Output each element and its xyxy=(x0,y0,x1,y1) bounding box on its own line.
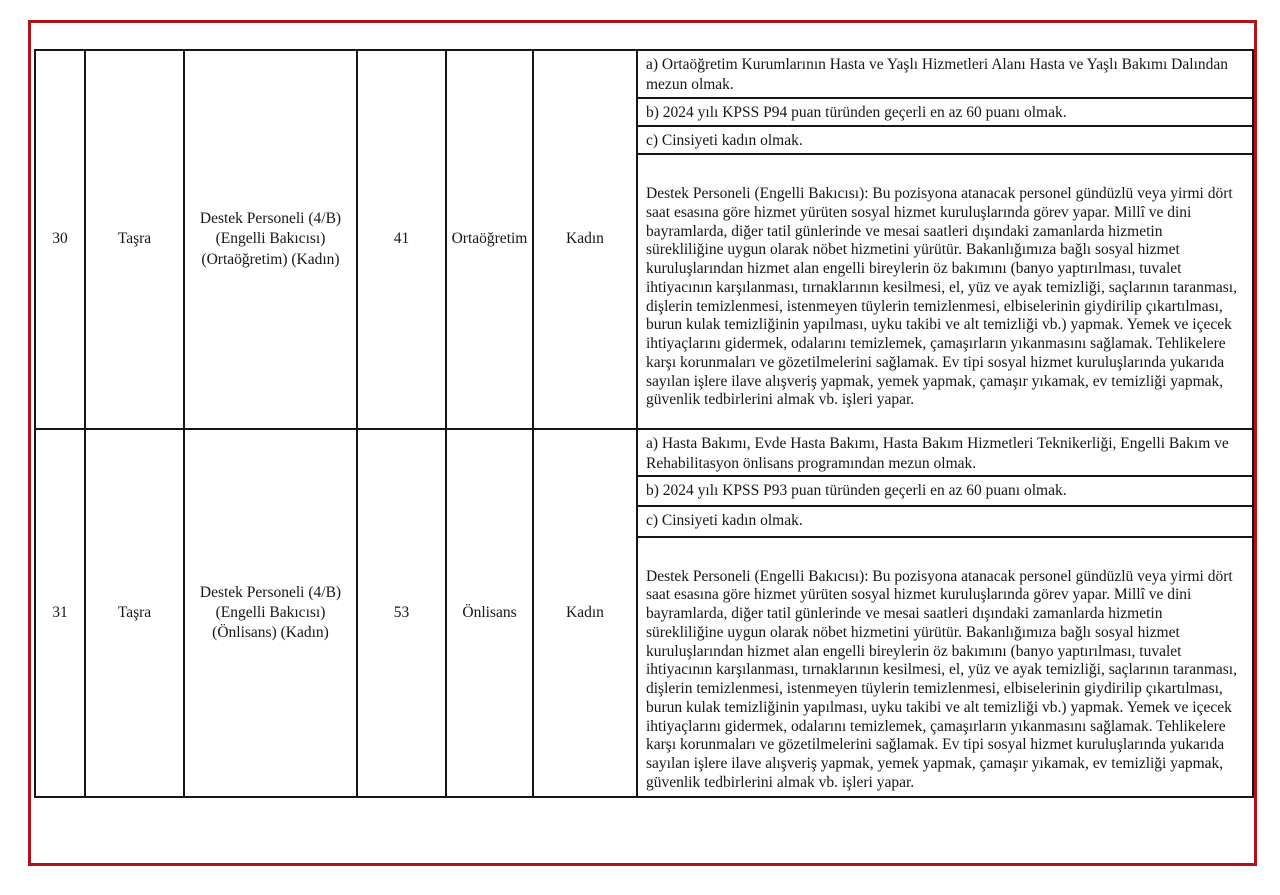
location-value: Taşra xyxy=(117,230,152,248)
vacancy-count-cell xyxy=(358,51,447,428)
row-number-cell xyxy=(36,51,86,428)
requirements-cell xyxy=(638,430,1252,796)
gender-value: Kadın xyxy=(566,603,604,621)
position-title-cell xyxy=(185,430,358,796)
position-title-line: (Engelli Bakıcısı) xyxy=(215,603,326,621)
position-title-line: Destek Personeli (4/B) xyxy=(199,583,342,601)
table-row xyxy=(36,51,1252,430)
job-postings-table xyxy=(34,49,1254,798)
position-title-line: (Ortaöğretim) (Kadın) xyxy=(201,250,340,268)
location-value: Taşra xyxy=(117,603,152,621)
vacancy-count: 53 xyxy=(393,603,410,621)
job-description: Destek Personeli (Engelli Bakıcısı): Bu pozisyona atanacak personel gündüzlü veya yirmi dört saat esasına göre hizmet yürüten sosyal hizmet kuruluşlarında görev yapar. Millî ve dini bayramlarda, diğer tatil günlerinde ve mesai saatleri dışındaki zamanlarda hizmetin sürekliliğine uygun olarak nöbet hizmetini yürütür. Bakanlığımıza bağlı sosyal hizmet kuruluşlarından hizmet alan engelli bireylerin öz bakımını (banyo yaptırılması, tuvalet ihtiyacının karşılanması, tırnaklarının kesilmesi, el, yüz ve ayak temizliği, saçlarının taranması, dişlerin temizlenmesi, istenmeyen tüylerin temizlenmesi, elbiselerinin giydirilip çıkartılması, burun kulak temizliğinin yapılması, uyku takibi ve alt temizliği vb.) yapmak. Yemek ve içecek ihtiyaçlarını gidermek, odalarını temizlemek, çamaşırların yıkanmasını sağlamak. Tehlikelere karşı korunmaları ve gözetilmelerini sağlamak. Ev tipi sosyal hizmet kuruluşlarında yukarıda sayılan işlere ilave alışveriş yapmak, yemek yapmak, çamaşır yıkamak, ev temizliği yapmak, güvenlik tedbirlerini almak vb. işleri yapar. xyxy=(646,567,1237,791)
education-level-cell xyxy=(447,430,534,796)
gender-cell xyxy=(534,430,638,796)
vacancy-count: 41 xyxy=(393,230,410,248)
requirement-a: a) Hasta Bakımı, Evde Hasta Bakımı, Hasta Bakım Hizmetleri Teknikerliği, Engelli Bakım ve Rehabilitasyon önlisans programından mezun olmak. xyxy=(638,430,1252,477)
requirement-b: b) 2024 yılı KPSS P93 puan türünden geçerli en az 60 puanı olmak. xyxy=(638,477,1252,507)
row-number-cell xyxy=(36,430,86,796)
vacancy-count-cell xyxy=(358,430,447,796)
gender-value: Kadın xyxy=(566,230,604,248)
row-number: 31 xyxy=(52,603,68,621)
location-cell xyxy=(86,430,185,796)
location-cell xyxy=(86,51,185,428)
requirement-b: b) 2024 yılı KPSS P94 puan türünden geçerli en az 60 puanı olmak. xyxy=(638,99,1252,127)
position-title-line: Destek Personeli (4/B) xyxy=(199,210,342,228)
position-title-line: (Önlisans) (Kadın) xyxy=(212,624,329,642)
requirement-c: c) Cinsiyeti kadın olmak. xyxy=(638,507,1252,538)
position-title-cell xyxy=(185,51,358,428)
education-level: Ortaöğretim xyxy=(451,230,528,248)
education-level: Önlisans xyxy=(462,603,517,621)
row-number: 30 xyxy=(52,230,68,248)
position-title-line: (Engelli Bakıcısı) xyxy=(215,230,326,248)
requirements-cell xyxy=(638,51,1252,428)
table-row xyxy=(36,430,1252,796)
requirement-c: c) Cinsiyeti kadın olmak. xyxy=(638,127,1252,155)
requirement-a: a) Ortaöğretim Kurumlarının Hasta ve Yaşlı Hizmetleri Alanı Hasta ve Yaşlı Bakımı Dalından mezun olmak. xyxy=(638,51,1252,99)
job-description: Destek Personeli (Engelli Bakıcısı): Bu pozisyona atanacak personel gündüzlü veya yirmi dört saat esasına göre hizmet yürüten sosyal hizmet kuruluşlarında görev yapar. Millî ve dini bayramlarda, diğer tatil günlerinde ve mesai saatleri dışındaki zamanlarda hizmetin sürekliliğine uygun olarak nöbet hizmetini yürütür. Bakanlığımıza bağlı sosyal hizmet kuruluşlarından hizmet alan engelli bireylerin öz bakımını (banyo yaptırılması, tuvalet ihtiyacının karşılanması, tırnaklarının kesilmesi, el, yüz ve ayak temizliği, saçlarının taranması, dişlerin temizlenmesi, istenmeyen tüylerin temizlenmesi, elbiselerinin giydirilip çıkartılması, burun kulak temizliğinin yapılması, uyku takibi ve alt temizliği vb.) yapmak. Yemek ve içecek ihtiyaçlarını gidermek, odalarını temizlemek, çamaşırların yıkanmasını sağlamak. Tehlikelere karşı korunmaları ve gözetilmelerini sağlamak. Ev tipi sosyal hizmet kuruluşlarında yukarıda sayılan işlere ilave alışveriş yapmak, yemek yapmak, çamaşır yıkamak, ev temizliği yapmak, güvenlik tedbirlerini almak vb. işleri yapar. xyxy=(646,185,1237,409)
education-level-cell xyxy=(447,51,534,428)
gender-cell xyxy=(534,51,638,428)
